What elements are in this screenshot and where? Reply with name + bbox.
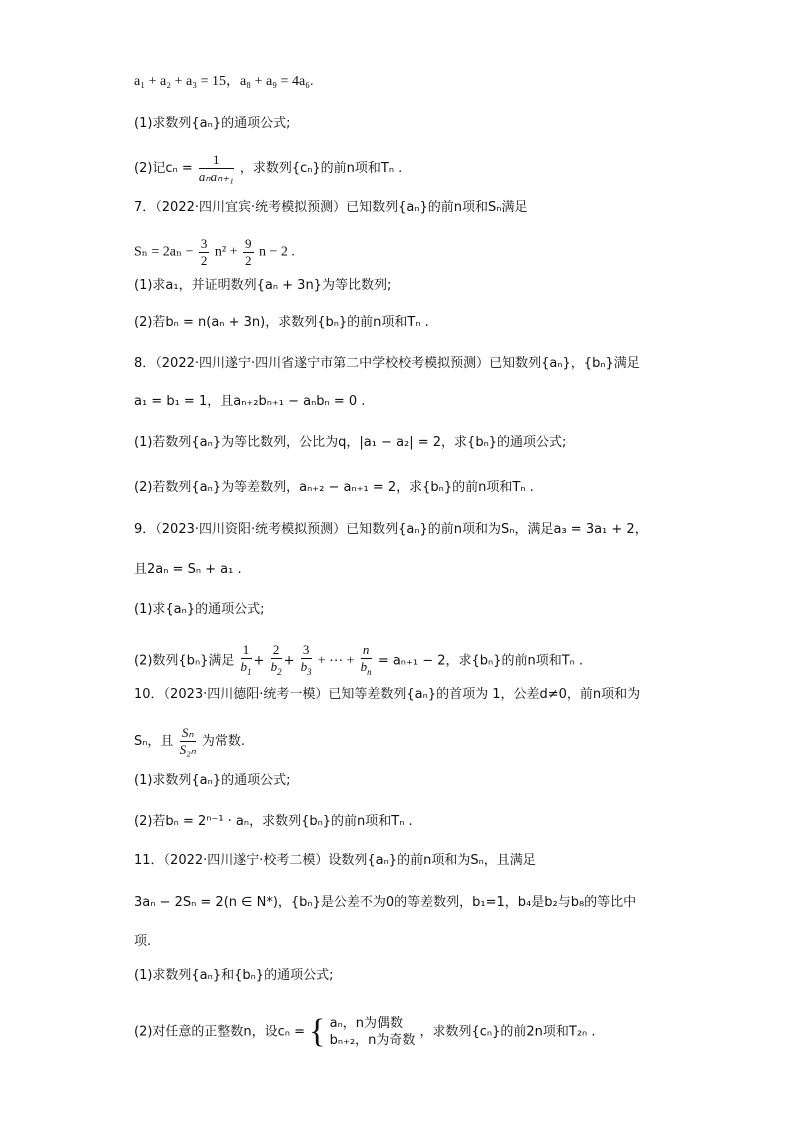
q6-part2-pre: (2)记cₙ =: [134, 161, 193, 176]
q6-part1: (1)求数列{aₙ}的通项公式;: [134, 116, 291, 131]
q10-cond: [134, 725, 245, 758]
q10-frac-num: Sₙ: [180, 725, 196, 742]
q10-fraction: [180, 725, 196, 758]
q9-cond: 且2aₙ = Sₙ + a₁ .: [134, 562, 242, 577]
q9-frac1: $\frac{1}{b_1}$: [240, 642, 252, 677]
q9-stem: 9．（2023·四川资阳·统考模拟预测）已知数列{aₙ}的前n项和为Sₙ，满足a₃ = 3a₁ + 2，: [134, 522, 648, 537]
q7-frac1-den: 2: [200, 253, 208, 268]
q9-part2-post: = aₙ₊₁ − 2，求{bₙ}的前n项和Tₙ .: [377, 653, 584, 669]
q11-cond: 3aₙ − 2Sₙ = 2(n ∈ N*)，{bₙ}是公差不为0的等差数列，b₁=1，b₄是b₂与b₈的等比中: [134, 895, 637, 910]
q7-frac1-num: 3: [200, 236, 208, 251]
q6-fraction: [199, 152, 234, 185]
q11-cases: [330, 1015, 416, 1049]
q10-part2: (2)若bₙ = 2ⁿ⁻¹ · aₙ，求数列{bₙ}的前n项和Tₙ .: [134, 814, 413, 829]
q9-frac2: $\frac{2}{b_2}$: [270, 642, 282, 677]
q7-frac2: [243, 236, 254, 269]
q9-part2: (2)数列{bₙ}满足 $\frac{1}{b_1}$ + $\frac{2}{b_2}$ + $\frac{3}{b_3}$ + ⋯ + $\frac{n}{b_n}$ = aₙ₊₁ − 2，求{bₙ}的前n项和Tₙ .: [134, 642, 583, 680]
q10-part1: (1)求数列{aₙ}的通项公式;: [134, 773, 291, 788]
q11-case2: bₙ₊₂，n为奇数: [329, 1033, 416, 1048]
q7-frac2-den: 2: [245, 253, 252, 268]
q7-formula: [134, 236, 295, 269]
q11-cond2: 项.: [134, 934, 152, 949]
q6-given: a₁ + a₂ + a₃ = 15，a₈ + a₉ = 4a₆.: [134, 74, 314, 89]
q10-frac-den: S₂ₙ: [179, 742, 196, 757]
q11-part2: [134, 1015, 596, 1049]
q6-part2-post: ，求数列{cₙ}的前n项和Tₙ .: [239, 161, 403, 176]
q9-frac3: $\frac{3}{b_3}$: [300, 642, 312, 677]
q7-part2: (2)若bₙ = n(aₙ + 3n)，求数列{bₙ}的前n项和Tₙ .: [134, 315, 429, 330]
q8-part2: (2)若数列{aₙ}为等差数列，aₙ₊₂ − aₙ₊₁ = 2，求{bₙ}的前n项和Tₙ .: [134, 480, 534, 495]
q8-cond: a₁ = b₁ = 1，且aₙ₊₂bₙ₊₁ − aₙbₙ = 0 .: [134, 394, 366, 409]
q11-brace: {: [309, 1013, 326, 1050]
q10-cond-pre: Sₙ，且: [134, 734, 174, 749]
q7-formula-pre: Sₙ = 2aₙ −: [134, 244, 194, 260]
q6-part2: [134, 152, 402, 185]
q11-part2-post: ，求数列{cₙ}的前2n项和T₂ₙ .: [419, 1024, 596, 1040]
q10-stem: 10．（2023·四川德阳·统考一模）已知等差数列{aₙ}的首项为 1，公差d≠0，前n项和为: [134, 687, 641, 702]
q11-case1: aₙ，n为偶数: [329, 1016, 404, 1031]
q8-stem: 8．（2022·四川遂宁·四川省遂宁市第二中学校校考模拟预测）已知数列{aₙ}，{bₙ}满足: [134, 356, 640, 371]
q9-part2-pre: (2)数列{bₙ}满足: [134, 653, 235, 669]
q11-part1: (1)求数列{aₙ}和{bₙ}的通项公式;: [134, 968, 334, 983]
q6-frac-num: 1: [199, 152, 234, 169]
q7-formula-mid: n² +: [214, 244, 238, 260]
q10-cond-post: 为常数.: [201, 734, 246, 749]
q7-formula-post: n − 2 .: [259, 244, 295, 260]
q7-part1: (1)求a₁，并证明数列{aₙ + 3n}为等比数列;: [134, 278, 392, 293]
q11-stem: 11．（2022·四川遂宁·校考二模）设数列{aₙ}的前n项和为Sₙ，且满足: [134, 853, 536, 868]
q7-frac2-num: 9: [245, 236, 252, 251]
q9-part2-sum: + ⋯ +: [317, 653, 355, 669]
q7-frac1: [199, 236, 210, 269]
q8-part1: (1)若数列{aₙ}为等比数列，公比为q，|a₁ − a₂| = 2，求{bₙ}的通项公式;: [134, 435, 567, 450]
q6-frac-den: aₙaₙ₊₁: [198, 169, 234, 184]
q11-part2-pre: (2)对任意的正整数n，设cₙ =: [134, 1024, 306, 1040]
q9-fracn: $\frac{n}{b_n}$: [360, 642, 372, 677]
q9-part1: (1)求{aₙ}的通项公式;: [134, 602, 265, 617]
q7-stem: 7．（2022·四川宜宾·统考模拟预测）已知数列{aₙ}的前n项和Sₙ满足: [134, 200, 528, 215]
